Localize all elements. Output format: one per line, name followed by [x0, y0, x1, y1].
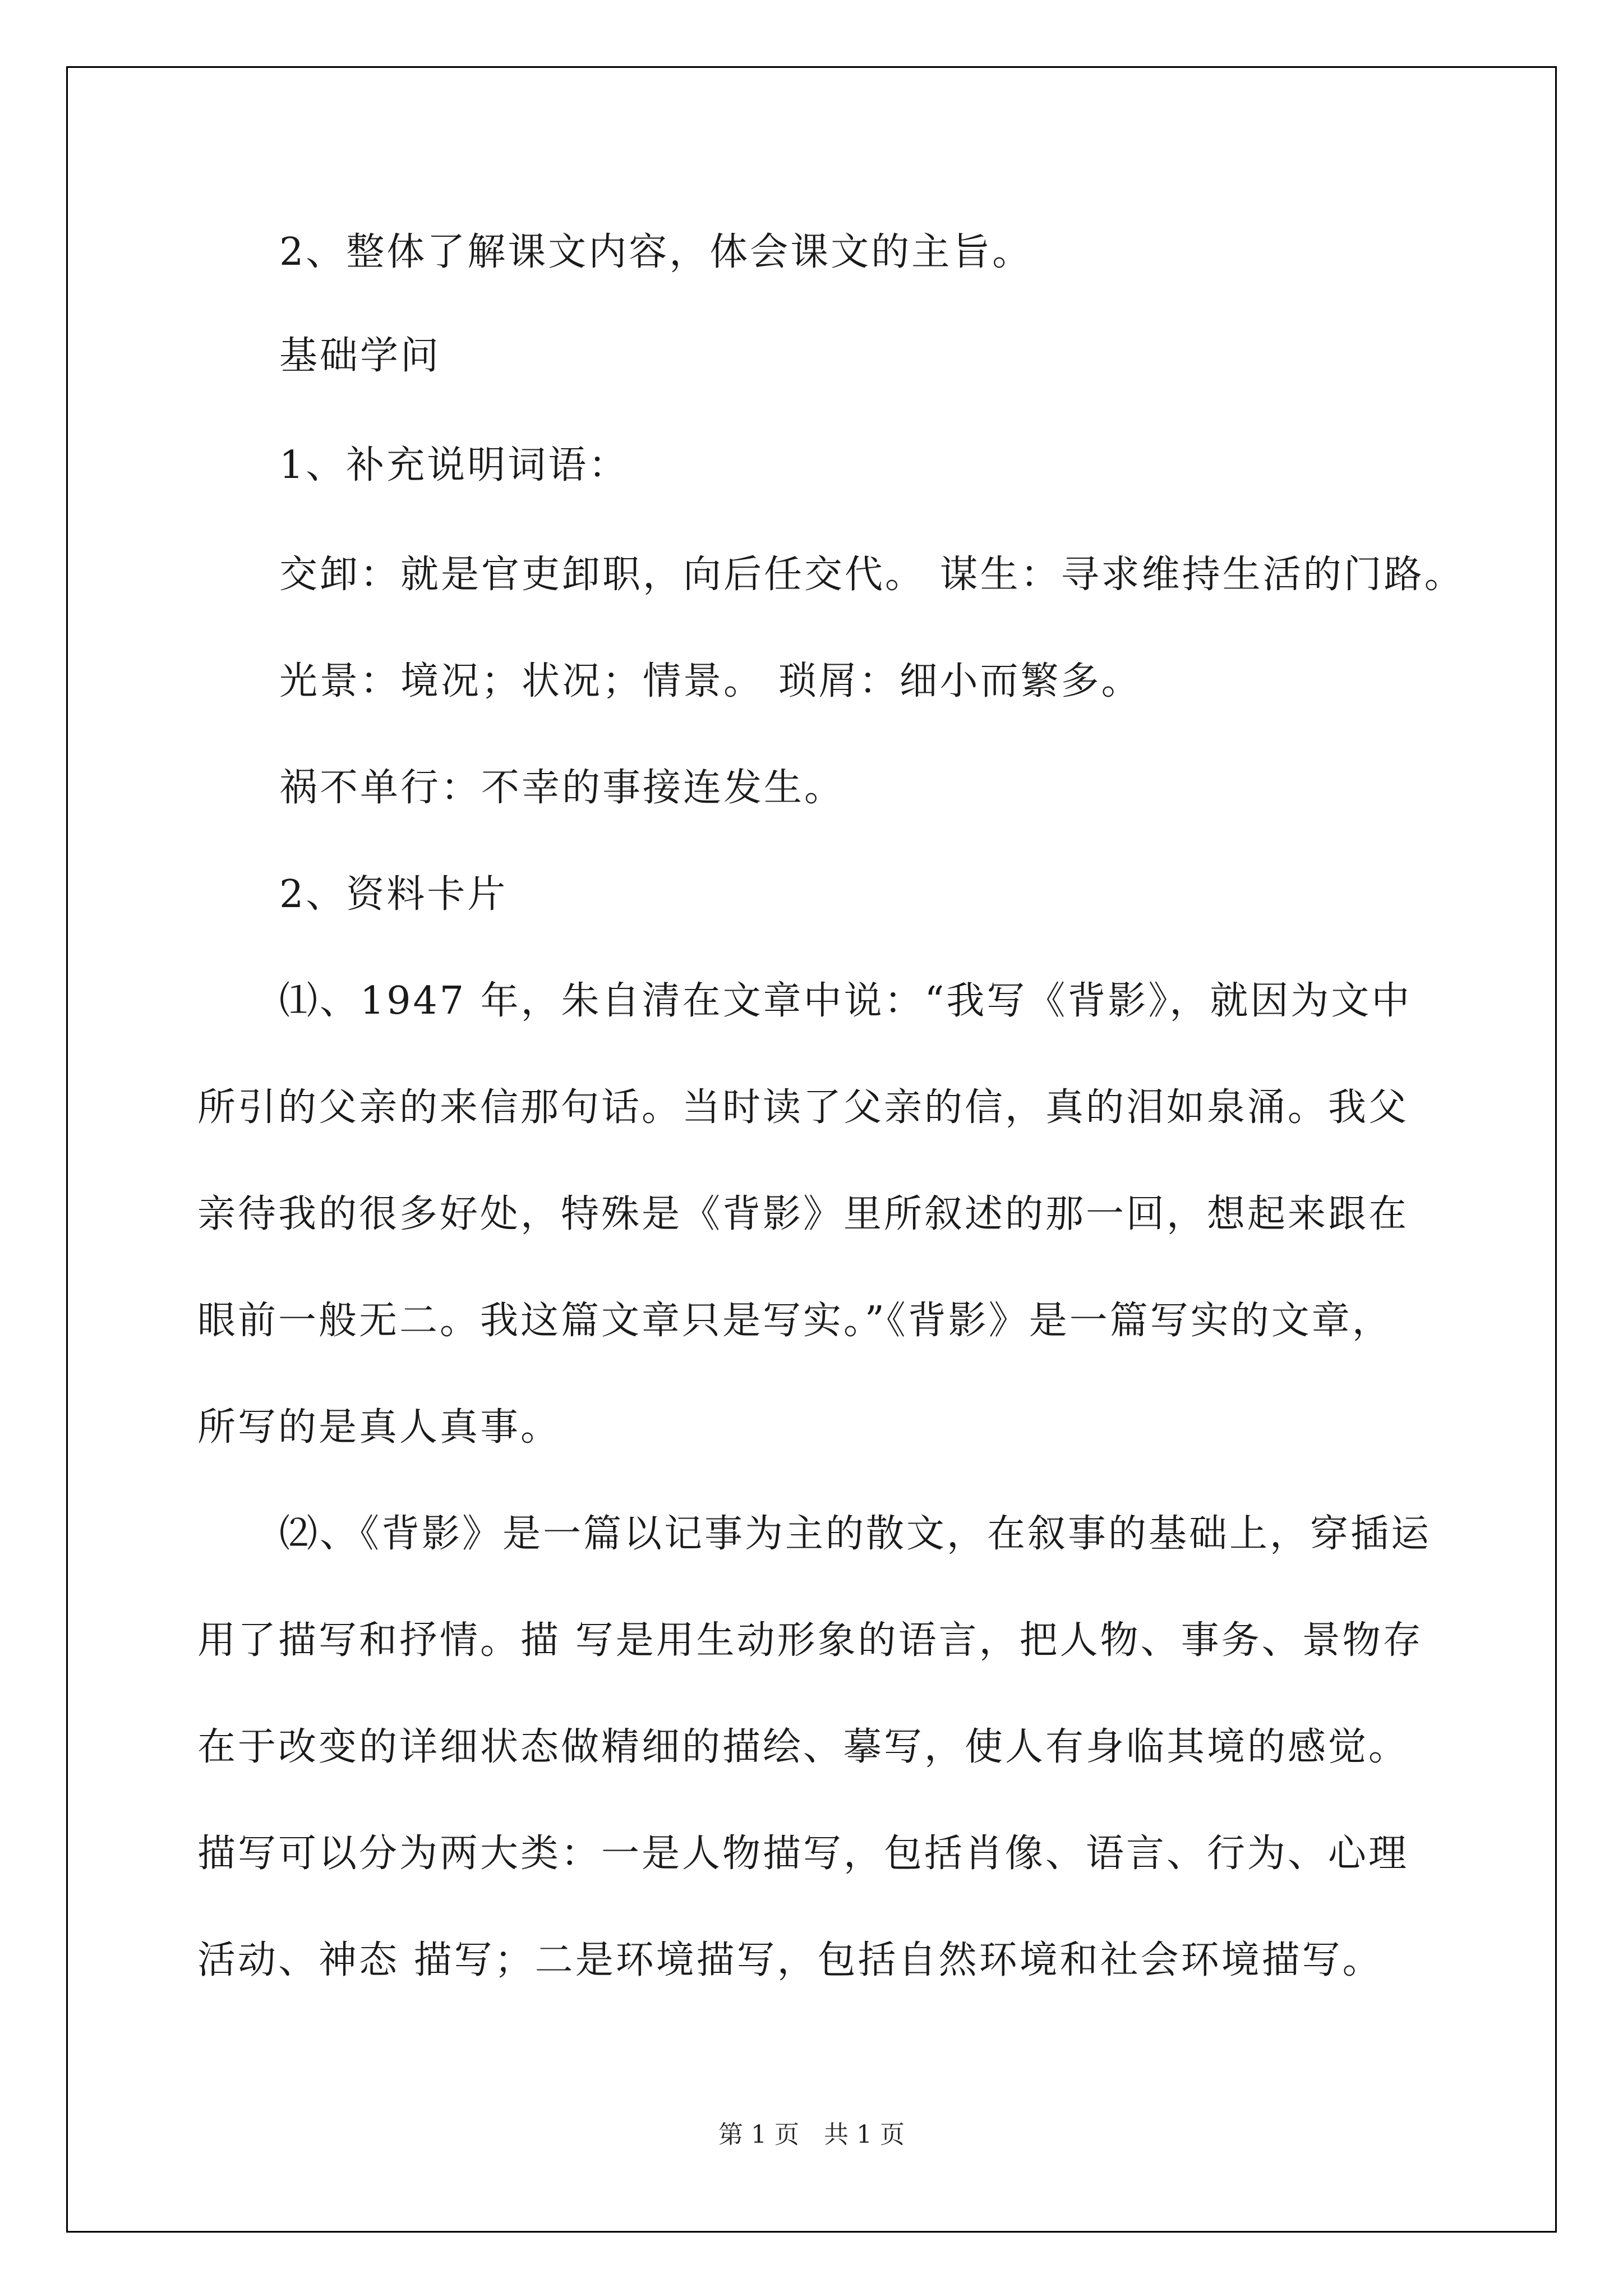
vocab-line: 交卸：就是官吏卸职，向后任交代。 谋生：寻求维持生活的门路。 [279, 553, 1465, 597]
objective-line: 2、整体了解课文内容，体会课文的主旨。 [279, 230, 1033, 274]
vocab-line: 祸不单行：不幸的事接连发生。 [279, 766, 845, 810]
paragraph-line: 描写可以分为两大类：一是人物描写，包括肖像、语言、行为、心理 [197, 1832, 1409, 1876]
resource-heading: 2、资料卡片 [279, 872, 508, 917]
paragraph-line: 亲待我的很多好处，特殊是《背影》里所叙述的那一回，想起来跟在 [197, 1192, 1409, 1236]
paragraph-line: 眼前一般无二。我这篇文章只是写实。”《背影》是一篇写实的文章， [197, 1299, 1393, 1343]
paragraph-line: 所引的父亲的来信那句话。当时读了父亲的信，真的泪如泉涌。我父 [197, 1085, 1409, 1130]
vocab-line: 光景：境况；状况；情景。 琐屑：细小而繁多。 [279, 659, 1142, 703]
paragraph-line: 在于改变的详细状态做精细的描绘、摹写，使人有身临其境的感觉。 [197, 1725, 1409, 1769]
vocab-heading: 1、补充说明词语： [279, 443, 629, 487]
paragraph-line: 所写的是真人真事。 [197, 1405, 561, 1450]
page-number: 第 1 页 共 1 页 [718, 2120, 905, 2149]
paragraph-line: ⑵、《背影》是一篇以记事为主的散文，在叙事的基础上，穿插运 [279, 1512, 1432, 1556]
paragraph-line: 活动、神态 描写；二是环境描写，包括自然环境和社会环境描写。 [197, 1938, 1383, 1982]
paragraph-line: ⑴、1947 年，朱自清在文章中说：“我写《背影》，就因为文中 [279, 979, 1412, 1023]
section-heading: 基础学问 [279, 334, 441, 378]
page-border [66, 66, 1557, 2233]
paragraph-line: 用了描写和抒情。描 写是用生动形象的语言，把人物、事务、景物存 [197, 1618, 1423, 1663]
